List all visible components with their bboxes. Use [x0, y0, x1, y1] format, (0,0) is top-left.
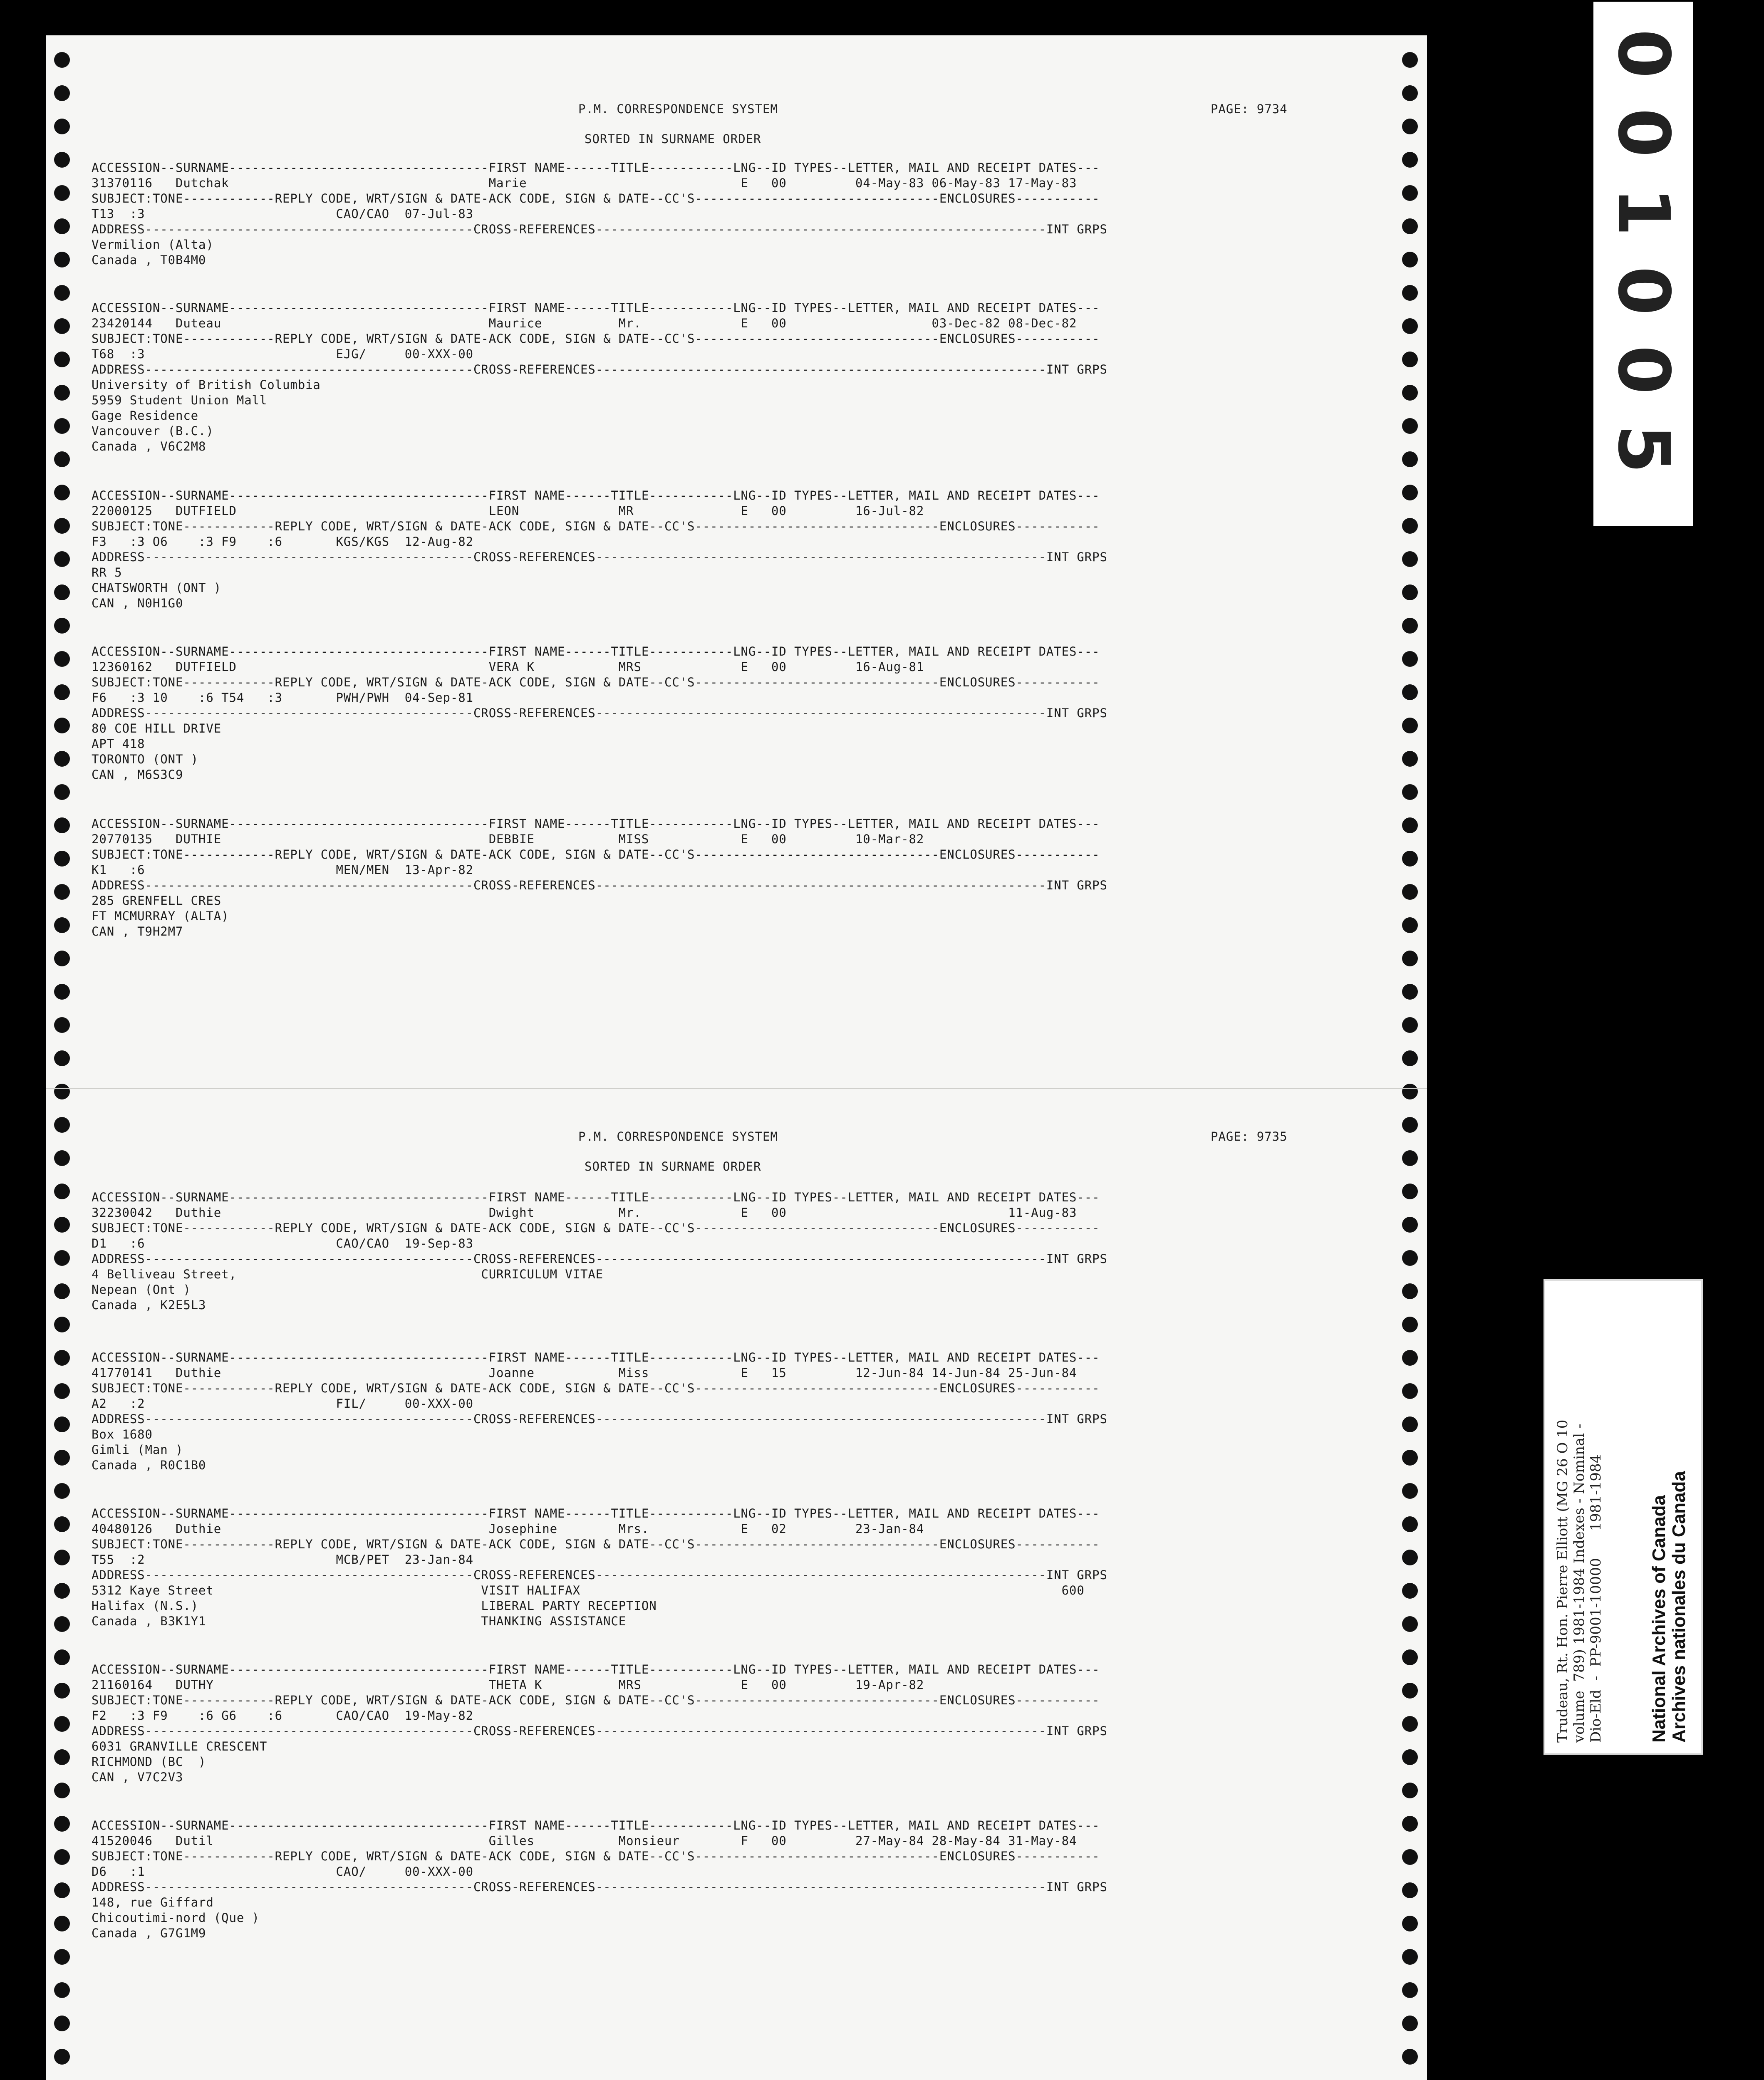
record-line: Vermilion (Alta)	[92, 238, 214, 252]
tractor-hole	[1402, 1217, 1418, 1233]
tractor-hole	[1402, 318, 1418, 334]
tractor-hole	[54, 984, 70, 1000]
tractor-hole	[54, 1483, 70, 1499]
record-line: Canada , G7G1M9	[92, 1926, 206, 1940]
tractor-hole	[54, 651, 70, 667]
tractor-hole	[54, 185, 70, 201]
record-line: TORONTO (ONT )	[92, 752, 199, 766]
record-line: SUBJECT:TONE------------REPLY CODE, WRT/SIGN & DATE-ACK CODE, SIGN & DATE--CC'S--------------------------------ENCLOSURES-----------	[92, 1693, 1100, 1707]
record-line: ADDRESS-------------------------------------------CROSS-REFERENCES-----------------------------------------------------------INT GRPS	[92, 1252, 1107, 1266]
tractor-hole	[1402, 751, 1418, 767]
record-line: Nepean (Ont )	[92, 1283, 191, 1297]
tractor-hole	[54, 485, 70, 500]
tractor-hole	[54, 1217, 70, 1233]
fonds-description	[1554, 1420, 1604, 1743]
record-line: 5312 Kaye Street VISIT HALIFAX 600	[92, 1583, 1085, 1597]
tractor-hole	[54, 318, 70, 334]
tractor-hole	[1402, 1383, 1418, 1399]
tractor-hole	[54, 817, 70, 833]
tractor-hole	[54, 1683, 70, 1699]
tractor-hole	[54, 618, 70, 634]
record-line: D6 :1 CAO/ 00-XXX-00	[92, 1865, 473, 1879]
tractor-hole	[1402, 651, 1418, 667]
tractor-hole	[54, 784, 70, 800]
record-line: ACCESSION--SURNAME----------------------------------FIRST NAME------TITLE-----------LNG--ID TYPES--LETTER, MAIL AND RECEIPT DATES---	[92, 301, 1100, 315]
record-line: Canada , B3K1Y1 THANKING ASSISTANCE	[92, 1614, 627, 1628]
record-line: ADDRESS-------------------------------------------CROSS-REFERENCES-----------------------------------------------------------INT GRPS	[92, 706, 1107, 720]
frame-number-strip	[1593, 2, 1693, 526]
record-line: 40480126 Duthie Josephine Mrs. E 02 23-Jan-84	[92, 1522, 924, 1536]
description-line: volume 789) 1981-1984 Indexes - Nominal -	[1571, 1424, 1588, 1743]
record-line: A2 :2 FIL/ 00-XXX-00	[92, 1397, 473, 1411]
record-line: ADDRESS-------------------------------------------CROSS-REFERENCES-----------------------------------------------------------INT GRPS	[92, 362, 1107, 376]
record-line: University of British Columbia	[92, 378, 321, 392]
tractor-hole	[1402, 1450, 1418, 1466]
record-line: CAN , V7C2V3	[92, 1770, 183, 1784]
record-line: RICHMOND (BC )	[92, 1755, 206, 1769]
archive-label	[1544, 1279, 1703, 1755]
tractor-hole	[1402, 52, 1418, 68]
tractor-hole	[54, 718, 70, 733]
tractor-hole	[54, 418, 70, 434]
tractor-hole	[1402, 718, 1418, 733]
frame-digit: 0	[1602, 266, 1685, 316]
tractor-hole	[1402, 1117, 1418, 1133]
tractor-hole	[1402, 1150, 1418, 1166]
tractor-hole	[1402, 285, 1418, 301]
record-line: ADDRESS-------------------------------------------CROSS-REFERENCES-----------------------------------------------------------INT GRPS	[92, 1724, 1107, 1738]
tractor-hole	[54, 1516, 70, 1532]
tractor-hole	[54, 451, 70, 467]
tractor-hole	[1402, 1749, 1418, 1765]
tractor-hole	[1402, 119, 1418, 134]
tractor-hole	[54, 1150, 70, 1166]
tractor-hole	[54, 285, 70, 301]
record-line: ACCESSION--SURNAME----------------------------------FIRST NAME------TITLE-----------LNG--ID TYPES--LETTER, MAIL AND RECEIPT DATES---	[92, 817, 1100, 831]
frame-digit: 1	[1602, 187, 1685, 237]
tractor-hole	[1402, 1050, 1418, 1066]
tractor-hole	[1402, 1949, 1418, 1965]
page-number: PAGE: 9734	[1211, 102, 1288, 116]
tractor-hole	[54, 917, 70, 933]
tractor-hole	[54, 1583, 70, 1599]
record-line: ACCESSION--SURNAME----------------------------------FIRST NAME------TITLE-----------LNG--ID TYPES--LETTER, MAIL AND RECEIPT DATES---	[92, 488, 1100, 503]
sort-title: SORTED IN SURNAME ORDER	[585, 1159, 761, 1174]
tractor-hole	[1402, 1017, 1418, 1033]
tractor-hole	[54, 85, 70, 101]
tractor-hole	[1402, 1283, 1418, 1299]
record-line: 21160164 DUTHY THETA K MRS E 00 19-Apr-82	[92, 1678, 924, 1692]
tractor-hole	[54, 518, 70, 534]
record-line: SUBJECT:TONE------------REPLY CODE, WRT/SIGN & DATE-ACK CODE, SIGN & DATE--CC'S--------------------------------ENCLOSURES-----------	[92, 1849, 1100, 1863]
record-line: 6031 GRANVILLE CRESCENT	[92, 1739, 268, 1753]
tractor-hole	[54, 684, 70, 700]
record-line: 285 GRENFELL CRES	[92, 894, 222, 908]
record-line: SUBJECT:TONE------------REPLY CODE, WRT/SIGN & DATE-ACK CODE, SIGN & DATE--CC'S--------------------------------ENCLOSURES-----------	[92, 675, 1100, 689]
tractor-hole	[1402, 1416, 1418, 1432]
record-line: FT MCMURRAY (ALTA)	[92, 909, 229, 923]
tractor-hole	[54, 1550, 70, 1565]
record-line: SUBJECT:TONE------------REPLY CODE, WRT/SIGN & DATE-ACK CODE, SIGN & DATE--CC'S--------------------------------ENCLOSURES-----------	[92, 191, 1100, 206]
tractor-hole	[54, 1050, 70, 1066]
tractor-hole	[54, 2016, 70, 2031]
record-line: F6 :3 10 :6 T54 :3 PWH/PWH 04-Sep-81	[92, 691, 473, 705]
record-line: ACCESSION--SURNAME----------------------------------FIRST NAME------TITLE-----------LNG--ID TYPES--LETTER, MAIL AND RECEIPT DATES---	[92, 1662, 1100, 1676]
tractor-hole	[54, 252, 70, 267]
record-line: CAN , T9H2M7	[92, 924, 183, 938]
record-line: ACCESSION--SURNAME----------------------------------FIRST NAME------TITLE-----------LNG--ID TYPES--LETTER, MAIL AND RECEIPT DATES---	[92, 1350, 1100, 1364]
record-line: 32230042 Duthie Dwight Mr. E 00 11-Aug-83	[92, 1206, 1077, 1220]
tractor-hole	[1402, 1616, 1418, 1632]
record-line: Gage Residence	[92, 409, 199, 423]
tractor-hole	[54, 1350, 70, 1366]
record-line: 4 Belliveau Street, CURRICULUM VITAE	[92, 1267, 604, 1281]
tractor-hole	[1402, 1184, 1418, 1199]
frame-number	[1602, 14, 1685, 513]
tractor-hole	[54, 1949, 70, 1965]
tractor-hole	[1402, 618, 1418, 634]
tractor-hole	[1402, 1583, 1418, 1599]
tractor-hole	[1402, 884, 1418, 900]
page-fold	[46, 1088, 1427, 1089]
tractor-hole	[1402, 951, 1418, 966]
tractor-hole	[1402, 1649, 1418, 1665]
record-line: 148, rue Giffard	[92, 1895, 214, 1909]
tractor-hole	[54, 385, 70, 401]
record-line: K1 :6 MEN/MEN 13-Apr-82	[92, 863, 473, 877]
record-line: ADDRESS-------------------------------------------CROSS-REFERENCES-----------------------------------------------------------INT GRPS	[92, 1568, 1107, 1582]
tractor-hole	[54, 751, 70, 767]
tractor-hole	[54, 1416, 70, 1432]
record-line: Canada , V6C2M8	[92, 439, 206, 453]
description-line: Dio-Eld - PP-9001-10000 1981-1984	[1588, 1454, 1604, 1743]
record-line: 80 COE HILL DRIVE	[92, 721, 222, 735]
record-line: APT 418	[92, 737, 145, 751]
tractor-hole	[1402, 1916, 1418, 1931]
tractor-hole	[1402, 518, 1418, 534]
record-line: CAN , M6S3C9	[92, 768, 183, 782]
tractor-hole	[54, 1816, 70, 1832]
tractor-hole	[54, 152, 70, 168]
record-line: ADDRESS-------------------------------------------CROSS-REFERENCES-----------------------------------------------------------INT GRPS	[92, 550, 1107, 564]
tractor-hole	[54, 52, 70, 68]
record-line: RR 5	[92, 565, 122, 579]
record-line: 41520046 Dutil Gilles Monsieur F 00 27-May-84 28-May-84 31-May-84	[92, 1834, 1077, 1848]
tractor-hole	[54, 1317, 70, 1332]
record-line: Halifax (N.S.) LIBERAL PARTY RECEPTION	[92, 1599, 657, 1613]
tractor-hole	[1402, 551, 1418, 567]
system-title: P.M. CORRESPONDENCE SYSTEM	[578, 102, 778, 116]
tractor-hole	[54, 1084, 70, 1099]
tractor-hole	[1402, 485, 1418, 500]
tractor-hole	[1402, 851, 1418, 867]
record-line: Gimli (Man )	[92, 1443, 183, 1457]
tractor-hole	[54, 1649, 70, 1665]
left-tractor-holes	[50, 35, 75, 2080]
tractor-hole	[1402, 352, 1418, 367]
frame-digit: 0	[1602, 108, 1685, 158]
record-line: Canada , K2E5L3	[92, 1298, 206, 1312]
tractor-hole	[1402, 584, 1418, 600]
page-number: PAGE: 9735	[1211, 1129, 1288, 1144]
record-line: Canada , R0C1B0	[92, 1458, 206, 1472]
tractor-hole	[1402, 1882, 1418, 1898]
tractor-hole	[54, 1882, 70, 1898]
record-line: SUBJECT:TONE------------REPLY CODE, WRT/SIGN & DATE-ACK CODE, SIGN & DATE--CC'S--------------------------------ENCLOSURES-----------	[92, 1221, 1100, 1235]
record-line: CHATSWORTH (ONT )	[92, 581, 222, 595]
tractor-hole	[54, 1982, 70, 1998]
record-line: ACCESSION--SURNAME----------------------------------FIRST NAME------TITLE-----------LNG--ID TYPES--LETTER, MAIL AND RECEIPT DATES---	[92, 644, 1100, 659]
tractor-hole	[1402, 1084, 1418, 1099]
record-line: 31370116 Dutchak Marie E 00 04-May-83 06-May-83 17-May-83	[92, 176, 1077, 190]
record-line: ACCESSION--SURNAME----------------------------------FIRST NAME------TITLE-----------LNG--ID TYPES--LETTER, MAIL AND RECEIPT DATES---	[92, 1818, 1100, 1832]
tractor-hole	[54, 551, 70, 567]
system-title: P.M. CORRESPONDENCE SYSTEM	[578, 1129, 778, 1144]
tractor-hole	[54, 1749, 70, 1765]
tractor-hole	[1402, 1550, 1418, 1565]
record-line: 20770135 DUTHIE DEBBIE MISS E 00 10-Mar-82	[92, 832, 924, 846]
record-line: 41770141 Duthie Joanne Miss E 15 12-Jun-84 14-Jun-84 25-Jun-84	[92, 1366, 1077, 1380]
record-line: ADDRESS-------------------------------------------CROSS-REFERENCES-----------------------------------------------------------INT GRPS	[92, 878, 1107, 892]
tractor-hole	[54, 1450, 70, 1466]
tractor-hole	[1402, 252, 1418, 267]
tractor-hole	[54, 1783, 70, 1798]
record-line: 12360162 DUTFIELD VERA K MRS E 00 16-Aug-81	[92, 660, 924, 674]
record-line: 5959 Student Union Mall	[92, 393, 268, 407]
record-line: Vancouver (B.C.)	[92, 424, 214, 438]
tractor-hole	[54, 1250, 70, 1266]
tractor-hole	[1402, 2049, 1418, 2065]
record-line: ADDRESS-------------------------------------------CROSS-REFERENCES-----------------------------------------------------------INT GRPS	[92, 222, 1107, 236]
record-line: T13 :3 CAO/CAO 07-Jul-83	[92, 207, 473, 221]
tractor-hole	[54, 1916, 70, 1931]
tractor-hole	[1402, 451, 1418, 467]
record-line: ACCESSION--SURNAME----------------------------------FIRST NAME------TITLE-----------LNG--ID TYPES--LETTER, MAIL AND RECEIPT DATES---	[92, 161, 1100, 175]
tractor-hole	[1402, 85, 1418, 101]
tractor-hole	[1402, 218, 1418, 234]
record-line: T55 :2 MCB/PET 23-Jan-84	[92, 1553, 473, 1567]
record-line: ACCESSION--SURNAME----------------------------------FIRST NAME------TITLE-----------LNG--ID TYPES--LETTER, MAIL AND RECEIPT DATES---	[92, 1506, 1100, 1520]
tractor-hole	[54, 1716, 70, 1732]
tractor-hole	[1402, 817, 1418, 833]
tractor-hole	[54, 884, 70, 900]
tractor-hole	[1402, 984, 1418, 1000]
tractor-hole	[1402, 1350, 1418, 1366]
record-line: SUBJECT:TONE------------REPLY CODE, WRT/SIGN & DATE-ACK CODE, SIGN & DATE--CC'S--------------------------------ENCLOSURES-----------	[92, 519, 1100, 533]
tractor-hole	[1402, 684, 1418, 700]
right-tractor-holes	[1398, 35, 1423, 2080]
record-line: D1 :6 CAO/CAO 19-Sep-83	[92, 1236, 473, 1250]
tractor-hole	[1402, 784, 1418, 800]
record-line: SUBJECT:TONE------------REPLY CODE, WRT/SIGN & DATE-ACK CODE, SIGN & DATE--CC'S--------------------------------ENCLOSURES-----------	[92, 1537, 1100, 1551]
archives-name-fr: Archives nationales du Canada	[1669, 1471, 1689, 1743]
frame-digit: 0	[1602, 345, 1685, 395]
printout-sheet	[46, 35, 1427, 2080]
tractor-hole	[1402, 185, 1418, 201]
frame-digit: 5	[1602, 424, 1685, 474]
tractor-hole	[1402, 1849, 1418, 1865]
tractor-hole	[54, 1017, 70, 1033]
tractor-hole	[1402, 1816, 1418, 1832]
tractor-hole	[54, 1117, 70, 1133]
tractor-hole	[54, 218, 70, 234]
tractor-hole	[54, 1383, 70, 1399]
tractor-hole	[1402, 1783, 1418, 1798]
record-line: 23420144 Duteau Maurice Mr. E 00 03-Dec-82 08-Dec-82	[92, 316, 1077, 330]
record-line: ACCESSION--SURNAME----------------------------------FIRST NAME------TITLE-----------LNG--ID TYPES--LETTER, MAIL AND RECEIPT DATES---	[92, 1190, 1100, 1204]
tractor-hole	[54, 1184, 70, 1199]
tractor-hole	[54, 1616, 70, 1632]
tractor-hole	[1402, 1982, 1418, 1998]
record-line: Chicoutimi-nord (Que )	[92, 1911, 260, 1925]
tractor-hole	[54, 2049, 70, 2065]
record-line: SUBJECT:TONE------------REPLY CODE, WRT/SIGN & DATE-ACK CODE, SIGN & DATE--CC'S--------------------------------ENCLOSURES-----------	[92, 847, 1100, 862]
record-line: SUBJECT:TONE------------REPLY CODE, WRT/SIGN & DATE-ACK CODE, SIGN & DATE--CC'S--------------------------------ENCLOSURES-----------	[92, 332, 1100, 346]
tractor-hole	[1402, 917, 1418, 933]
tractor-hole	[1402, 1516, 1418, 1532]
tractor-hole	[54, 352, 70, 367]
record-line: ADDRESS-------------------------------------------CROSS-REFERENCES-----------------------------------------------------------INT GRPS	[92, 1880, 1107, 1894]
record-line: F2 :3 F9 :6 G6 :6 CAO/CAO 19-May-82	[92, 1709, 473, 1723]
record-line: Canada , T0B4M0	[92, 253, 206, 267]
record-line: SUBJECT:TONE------------REPLY CODE, WRT/SIGN & DATE-ACK CODE, SIGN & DATE--CC'S--------------------------------ENCLOSURES-----------	[92, 1381, 1100, 1395]
archives-name-en: National Archives of Canada	[1649, 1495, 1669, 1743]
sort-title: SORTED IN SURNAME ORDER	[585, 132, 761, 146]
tractor-hole	[54, 1849, 70, 1865]
tractor-hole	[1402, 385, 1418, 401]
tractor-hole	[1402, 418, 1418, 434]
record-line: ADDRESS-------------------------------------------CROSS-REFERENCES-----------------------------------------------------------INT GRPS	[92, 1412, 1107, 1426]
tractor-hole	[54, 119, 70, 134]
tractor-hole	[54, 851, 70, 867]
tractor-hole	[54, 951, 70, 966]
record-line: F3 :3 O6 :3 F9 :6 KGS/KGS 12-Aug-82	[92, 535, 473, 549]
record-line: 22000125 DUTFIELD LEON MR E 00 16-Jul-82	[92, 504, 924, 518]
tractor-hole	[1402, 1483, 1418, 1499]
tractor-hole	[1402, 2016, 1418, 2031]
tractor-hole	[1402, 1716, 1418, 1732]
record-line: Box 1680	[92, 1427, 153, 1441]
description-line: Trudeau, Rt. Hon. Pierre Elliott (MG 26 O 10	[1554, 1419, 1571, 1743]
tractor-hole	[1402, 152, 1418, 168]
tractor-hole	[1402, 1683, 1418, 1699]
archives-name	[1649, 1471, 1689, 1743]
tractor-hole	[1402, 1317, 1418, 1332]
record-line: CAN , N0H1G0	[92, 596, 183, 610]
frame-digit: 0	[1602, 29, 1685, 79]
record-line: T68 :3 EJG/ 00-XXX-00	[92, 347, 473, 361]
tractor-hole	[54, 584, 70, 600]
tractor-hole	[54, 1283, 70, 1299]
tractor-hole	[1402, 1250, 1418, 1266]
